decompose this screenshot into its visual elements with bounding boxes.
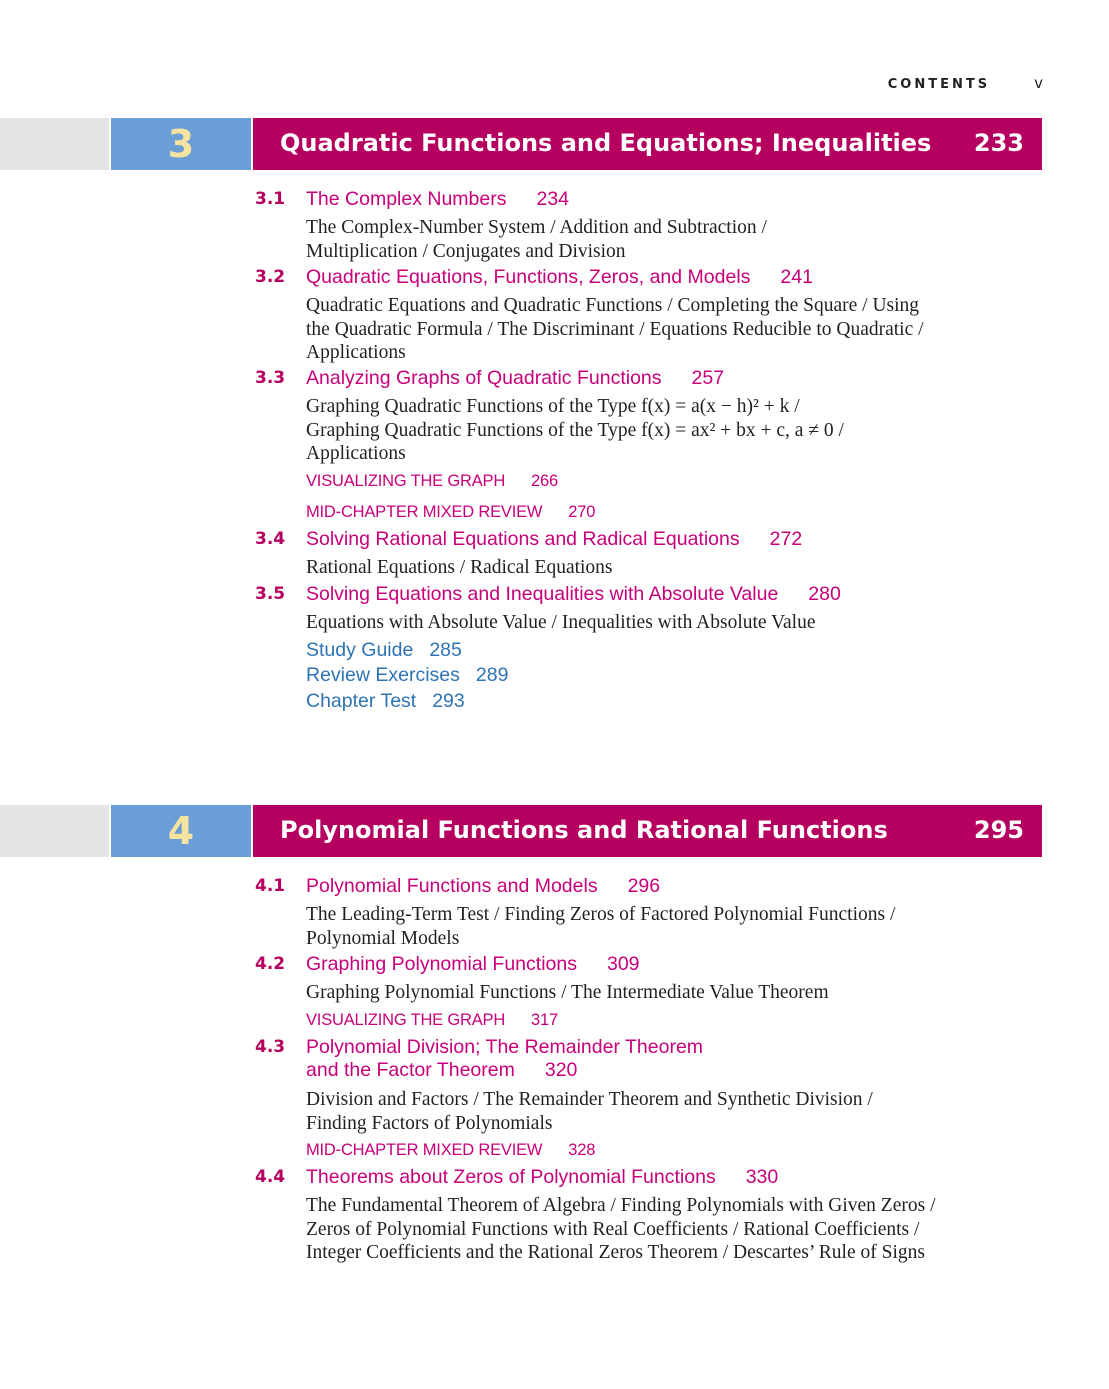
section-page: 309 [606, 953, 640, 975]
section-title-3-1[interactable] [306, 188, 569, 211]
endmatter-label: Study Guide [306, 639, 414, 661]
running-head-label: CONTENTS [887, 77, 991, 92]
section-page: 257 [691, 367, 725, 389]
feature-label: MID-CHAPTER MIXED REVIEW [306, 503, 543, 521]
band-gray [0, 118, 109, 170]
chapter-number: 3 [111, 118, 251, 170]
section-number: 4.2 [255, 954, 286, 974]
section-title-text: Solving Equations and Inequalities with Absolute Value [306, 583, 779, 605]
chapter-page: 233 [973, 129, 1024, 157]
feature-label: VISUALIZING THE GRAPH [306, 472, 506, 490]
section-title-4-1[interactable] [306, 875, 660, 898]
section-title-3-4[interactable] [306, 528, 802, 551]
section-page: 296 [627, 875, 661, 897]
chapter-title-bar[interactable] [253, 805, 1042, 857]
section-topics: Quadratic Equations and Quadratic Functions / Completing the Square / Using the Quadratic Formula / The Discriminant / Equations Reducible to Quadratic / Applications [306, 295, 924, 363]
chapter-header-3 [0, 118, 1042, 170]
section-title-text: Graphing Polynomial Functions [306, 953, 577, 975]
feature-mid-chapter-review[interactable] [306, 503, 595, 522]
endmatter-label: Chapter Test [306, 690, 417, 712]
section-topics: The Leading-Term Test / Finding Zeros of Factored Polynomial Functions / Polynomial Models [306, 904, 896, 949]
section-page: 320 [544, 1059, 578, 1081]
feature-label: MID-CHAPTER MIXED REVIEW [306, 1141, 543, 1159]
section-number: 4.3 [255, 1037, 286, 1057]
section-title-4-3[interactable] [306, 1036, 703, 1082]
endmatter-page: 293 [432, 690, 465, 712]
endmatter-label: Review Exercises [306, 664, 460, 686]
feature-visualizing-graph[interactable] [306, 472, 558, 491]
chapter-number: 4 [111, 805, 251, 857]
section-title-text: Theorems about Zeros of Polynomial Functions [306, 1166, 716, 1188]
feature-label: VISUALIZING THE GRAPH [306, 1011, 506, 1029]
section-page: 234 [536, 188, 570, 210]
section-topics [306, 395, 946, 466]
feature-visualizing-graph[interactable] [306, 1011, 558, 1030]
section-number: 3.3 [255, 368, 286, 388]
section-title-text: Polynomial Functions and Models [306, 875, 598, 897]
section-title-4-2[interactable] [306, 953, 640, 976]
section-page: 330 [745, 1166, 779, 1188]
section-topics: The Fundamental Theorem of Algebra / Finding Polynomials with Given Zeros / Zeros of Polynomial Functions with Real Coefficients / Rational Coefficients / Integer Coefficients and the Rational Zeros Theorem / Descartes’ Rule of Signs [306, 1195, 936, 1263]
section-title-text: The Complex Numbers [306, 188, 507, 210]
section-topics: The Complex-Number System / Addition and Subtraction / Multiplication / Conjugates and Division [306, 217, 767, 262]
section-title-line: Polynomial Division; The Remainder Theorem [306, 1036, 704, 1058]
feature-page: 266 [531, 472, 558, 490]
chapter-page: 295 [973, 816, 1024, 844]
endmatter-page: 289 [475, 664, 509, 686]
feature-page: 328 [568, 1141, 596, 1159]
endmatter-page: 285 [429, 639, 462, 661]
endmatter-study-guide[interactable] [306, 639, 462, 662]
section-number: 3.1 [255, 189, 286, 209]
section-title-3-5[interactable] [306, 583, 841, 606]
section-topics: Division and Factors / The Remainder Theorem and Synthetic Division / Finding Factors of Polynomials [306, 1089, 873, 1134]
feature-page: 270 [568, 503, 596, 521]
section-number: 3.5 [255, 584, 286, 604]
section-title-text: Solving Rational Equations and Radical Equations [306, 528, 740, 550]
topics-line: Applications [306, 443, 406, 464]
section-number: 3.2 [255, 267, 286, 287]
feature-page: 317 [531, 1011, 558, 1029]
section-title-line: and the Factor Theorem [306, 1059, 515, 1081]
section-topics: Rational Equations / Radical Equations [306, 557, 613, 578]
section-number: 4.4 [255, 1167, 286, 1187]
section-topics: Graphing Polynomial Functions / The Intermediate Value Theorem [306, 982, 829, 1003]
section-page: 272 [769, 528, 803, 550]
chapter-title: Polynomial Functions and Rational Functions [280, 816, 888, 844]
section-page: 241 [780, 266, 813, 288]
section-number: 4.1 [255, 876, 286, 896]
chapter-header-4 [0, 805, 1042, 857]
endmatter-review-exercises[interactable] [306, 664, 508, 687]
section-number: 3.4 [255, 529, 286, 549]
section-title-text: Analyzing Graphs of Quadratic Functions [306, 367, 662, 389]
chapter-title: Quadratic Functions and Equations; Inequalities [280, 129, 932, 157]
feature-mid-chapter-review[interactable] [306, 1141, 595, 1160]
section-title-3-2[interactable] [306, 266, 813, 289]
section-title-4-4[interactable] [306, 1166, 778, 1189]
topics-line: Graphing Quadratic Functions of the Type f(x) = a(x − h)² + k / [306, 396, 800, 417]
running-head-page: v [1034, 74, 1043, 92]
chapter-title-bar[interactable] [253, 118, 1042, 170]
topics-line: Graphing Quadratic Functions of the Type f(x) = ax² + bx + c, a ≠ 0 / [306, 419, 844, 441]
running-head [888, 74, 1043, 92]
section-page: 280 [808, 583, 841, 605]
section-topics: Equations with Absolute Value / Inequalities with Absolute Value [306, 612, 816, 633]
band-gray [0, 805, 109, 857]
section-title-3-3[interactable] [306, 367, 724, 390]
section-title-text: Quadratic Equations, Functions, Zeros, and Models [306, 266, 751, 288]
endmatter-chapter-test[interactable] [306, 690, 465, 713]
